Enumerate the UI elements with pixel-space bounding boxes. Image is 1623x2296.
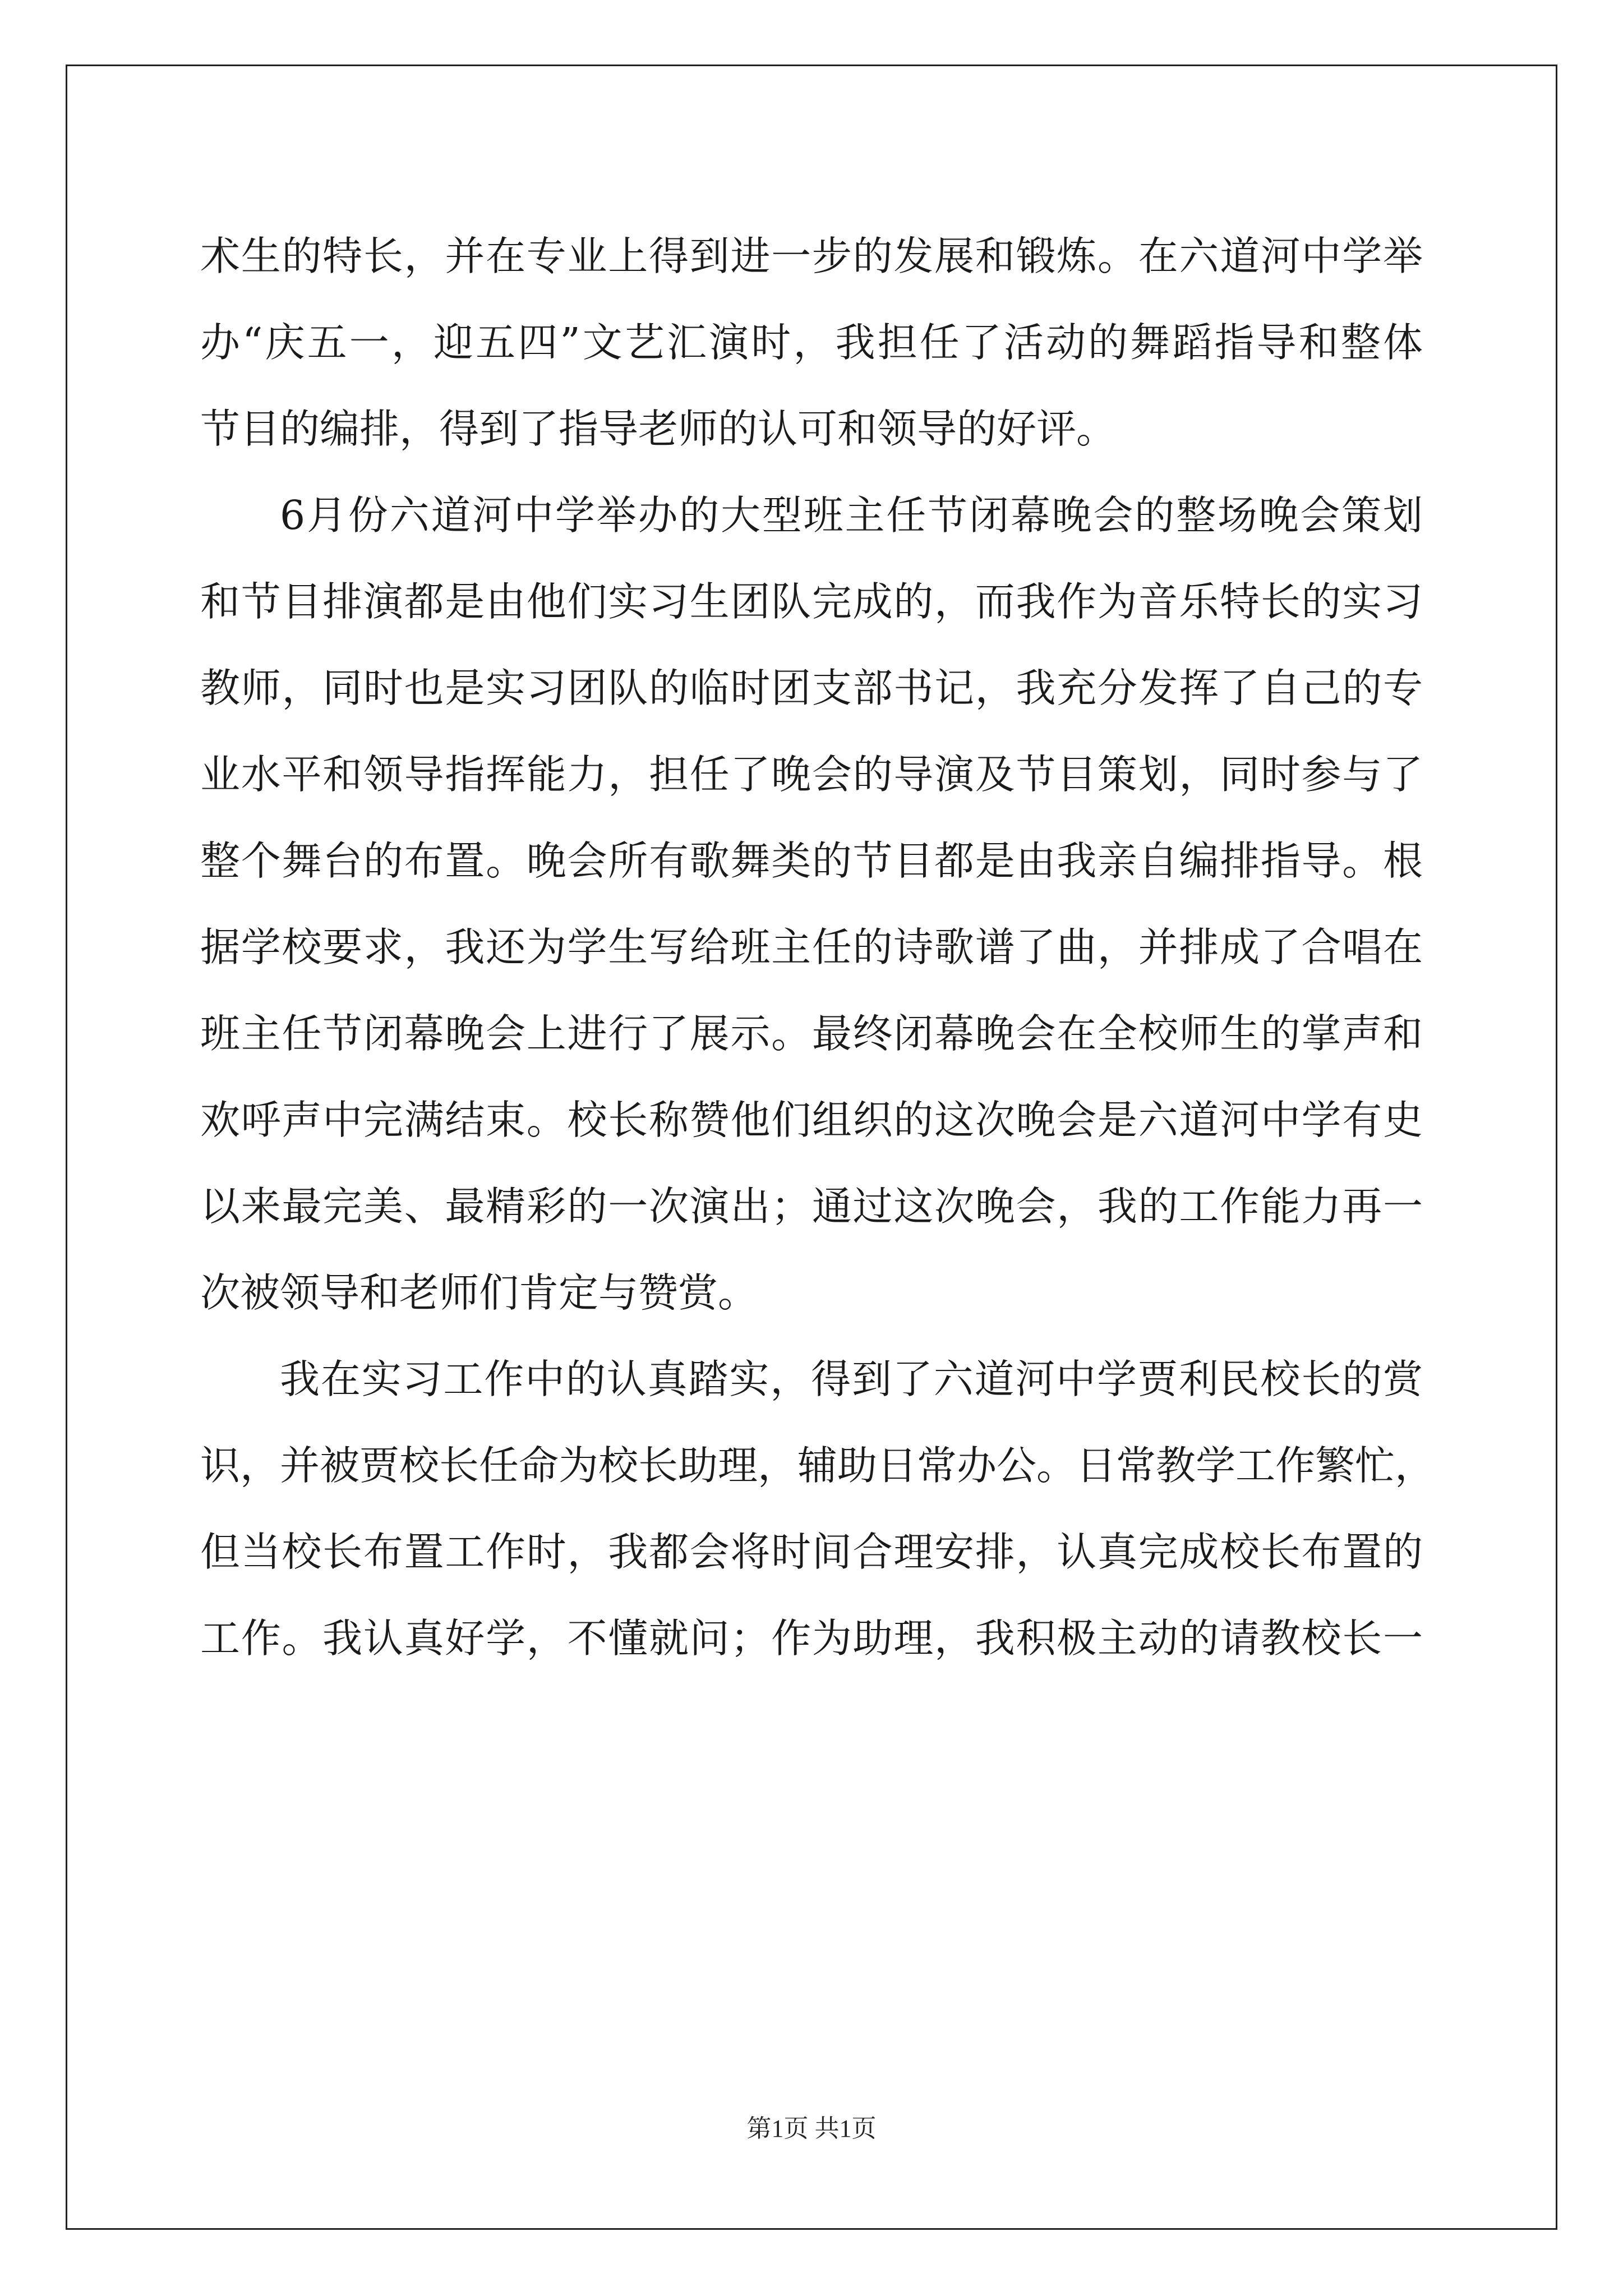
text-line: 欢呼声中完满结束。校长称赞他们组织的这次晚会是六道河中学有史 xyxy=(200,1097,1423,1143)
document-body xyxy=(200,213,1435,1682)
text-line: 以来最完美、最精彩的一次演出；通过这次晚会，我的工作能力再一 xyxy=(200,1183,1423,1230)
text-line: 整个舞台的布置。晚会所有歌舞类的节目都是由我亲自编排指导。根 xyxy=(200,838,1423,884)
paragraph-2 xyxy=(200,472,1423,1336)
text-line: 班主任节闭幕晚会上进行了展示。最终闭幕晚会在全校师生的掌声和 xyxy=(200,1010,1423,1057)
text-line: 次被领导和老师们肯定与赞赏。 xyxy=(200,1269,758,1316)
text-line: 节目的编排，得到了指导老师的认可和领导的好评。 xyxy=(200,406,1117,452)
text-line: 工作。我认真好学，不懂就问；作为助理，我积极主动的请教校长一 xyxy=(200,1615,1423,1662)
text-line: 识，并被贾校长任命为校长助理，辅助日常办公。日常教学工作繁忙， xyxy=(200,1442,1435,1489)
text-line: 我在实习工作中的认真踏实，得到了六道河中学贾利民校长的赏 xyxy=(280,1356,1423,1402)
text-line: 办“庆五一，迎五四”文艺汇演时，我担任了活动的舞蹈指导和整体 xyxy=(200,319,1423,366)
text-line: 据学校要求，我还为学生写给班主任的诗歌谱了曲，并排成了合唱在 xyxy=(200,924,1423,970)
paragraph-1 xyxy=(200,213,1423,472)
page-number-footer: 第1页 共1页 xyxy=(746,2115,877,2142)
text-line: 和节目排演都是由他们实习生团队完成的，而我作为音乐特长的实习 xyxy=(200,578,1423,625)
text-line: 业水平和领导指挥能力，担任了晚会的导演及节目策划，同时参与了 xyxy=(200,751,1423,798)
text-line: 6月份六道河中学举办的大型班主任节闭幕晚会的整场晚会策划 xyxy=(280,492,1423,539)
paragraph-3 xyxy=(200,1336,1435,1682)
text-line: 教师，同时也是实习团队的临时团支部书记，我充分发挥了自己的专 xyxy=(200,665,1423,711)
text-line: 但当校长布置工作时，我都会将时间合理安排，认真完成校长布置的 xyxy=(200,1529,1423,1575)
text-line: 术生的特长，并在专业上得到进一步的发展和锻炼。在六道河中学举 xyxy=(200,233,1423,279)
